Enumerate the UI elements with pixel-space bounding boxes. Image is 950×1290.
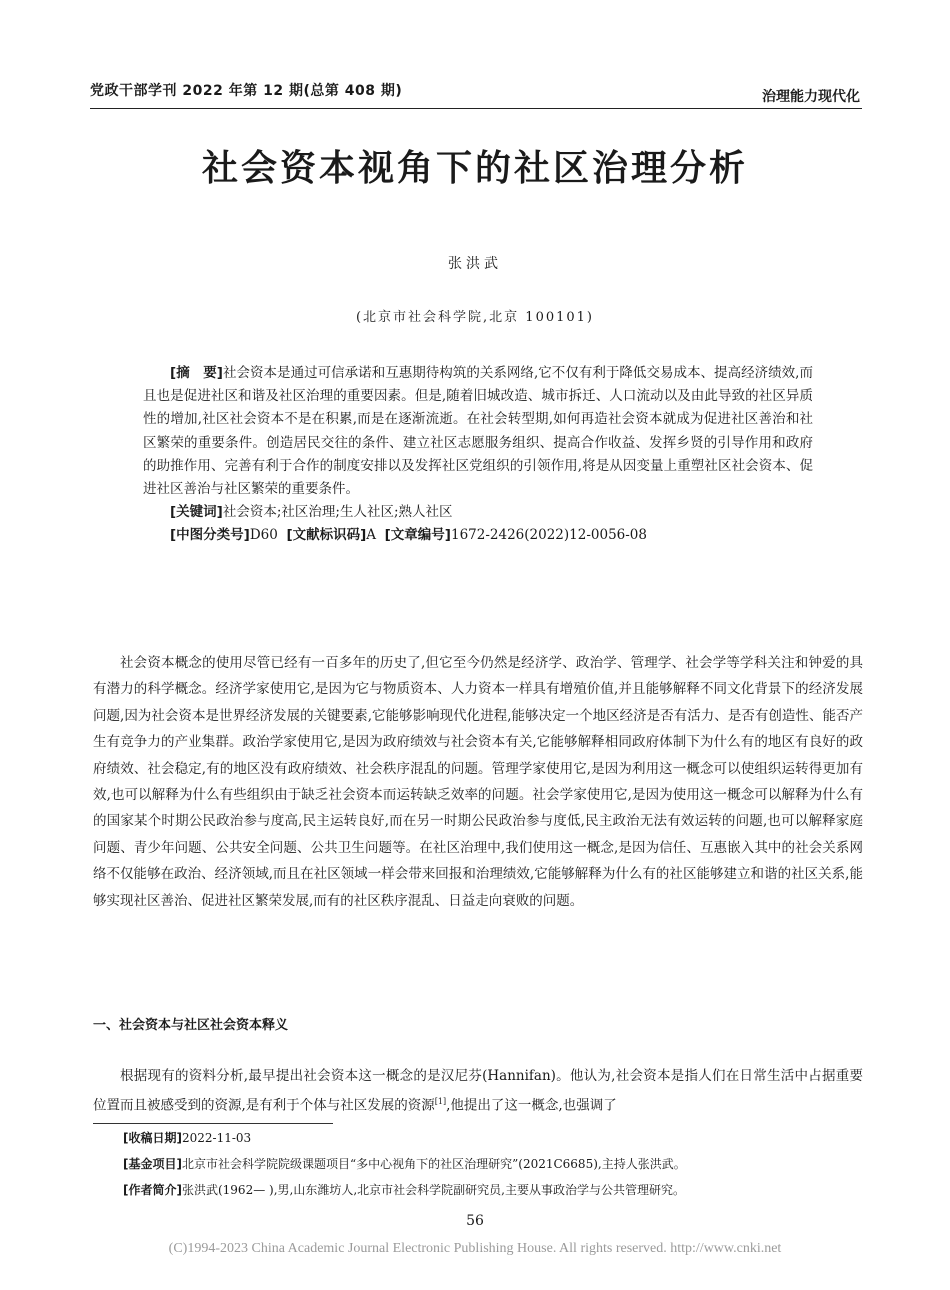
journal-issue-header: 党政干部学刊 2022 年第 12 期(总第 408 期) bbox=[90, 83, 403, 99]
paragraph-text: ,他提出了这一概念,也强调了 bbox=[446, 1097, 617, 1114]
article-title: 社会资本视角下的社区治理分析 bbox=[201, 147, 748, 189]
classification-line bbox=[143, 524, 813, 547]
keywords-text: 社会资本;社区治理;生人社区;熟人社区 bbox=[222, 504, 453, 521]
received-date-note bbox=[123, 1125, 843, 1151]
article-number-label: [文章编号] bbox=[384, 527, 451, 544]
author-bio-note bbox=[123, 1177, 843, 1203]
copyright-notice: (C)1994-2023 China Academic Journal Electronic Publishing House. All rights reserved. http://www.cnki.net bbox=[168, 1241, 782, 1256]
page-number: 56 bbox=[466, 1213, 484, 1229]
doc-code-value: A bbox=[366, 527, 377, 544]
bio-value: 张洪武(1962— ),男,山东潍坊人,北京市社会科学院副研究员,主要从事政治学与公共管理研究。 bbox=[181, 1183, 685, 1197]
body-paragraph: 社会资本概念的使用尽管已经有一百多年的历史了,但它至今仍然是经济学、政治学、管理学、社会学等学科关注和钟爱的具有潜力的科学概念。经济学家使用它,是因为它与物质资本、人力资本一样具有增殖价值,并且能够解释不同文化背景下的经济发展问题,因为社会资本是世界经济发展的关键要素,它能够影响现代化进程,能够决定一个地区经济是否有活力、是否有创造性、能否产生有竞争力的产业集群。政治学家使用它,是因为政府绩效与社会资本有关,它能够解释相同政府体制下为什么有的地区有良好的政府绩效、社会稳定,有的地区没有政府绩效、社会秩序混乱的问题。管理学家使用它,是因为利用这一概念可以使组织运转得更加有效,也可以解释为什么有些组织由于缺乏社会资本而运转缺乏效率的问题。社会学家使用它,是因为使用这一概念可以解释为什么有的国家某个时期公民政治参与度高,民主运转良好,而在另一时期公民政治参与度低,民主政治无法有效运转的问题,也可以解释家庭问题、青少年问题、公共安全问题、公共卫生问题等。在社区治理中,我们使用这一概念,是因为信任、互惠嵌入其中的社会关系网络不仅能够在政治、经济领域,而且在社区领域一样会带来回报和治理绩效,它能够解释为什么有的社区能够建立和谐的社区关系,能够实现社区善治、促进社区繁荣发展,而有的社区秩序混乱、日益走向衰败的问题。 bbox=[93, 655, 863, 909]
footnote-divider bbox=[93, 1123, 333, 1124]
bio-label: [作者简介] bbox=[123, 1183, 182, 1197]
column-name: 治理能力现代化 bbox=[762, 89, 860, 105]
abstract-block bbox=[143, 362, 813, 548]
fund-value: 北京市社会科学院院级课题项目“多中心视角下的社区治理研究”(2021C6685),主持人张洪武。 bbox=[181, 1157, 686, 1171]
received-label: [收稿日期] bbox=[123, 1131, 182, 1145]
doc-code-label: [文献标识码] bbox=[286, 527, 367, 544]
abstract-text: 社会资本是通过可信承诺和互惠期待构筑的关系网络,它不仅有利于降低交易成本、提高经济绩效,而且也是促进社区和谐及社区治理的重要因素。但是,随着旧城改造、城市拆迁、人口流动以及由此导致的社区异质性的增加,社区社会资本不是在积累,而是在逐渐流逝。在社会转型期,如何再造社会资本就成为促进社区善治和社区繁荣的重要条件。创造居民交往的条件、建立社区志愿服务组织、提高合作收益、发挥乡贤的引导作用和政府的助推作用、完善有利于合作的制度安排以及发挥社区党组织的引领作用,将是从因变量上重塑社区社会资本、促进社区善治与社区繁荣的重要条件。 bbox=[143, 365, 813, 498]
keywords-line bbox=[143, 501, 813, 524]
section-1-body bbox=[93, 1063, 863, 1119]
abstract-label: [摘 要] bbox=[170, 365, 223, 381]
keywords-label: [关键词] bbox=[170, 504, 223, 521]
citation-ref[interactable]: [1] bbox=[434, 1097, 447, 1107]
section-heading: 一、社会资本与社区社会资本释义 bbox=[93, 1018, 289, 1033]
fund-label: [基金项目] bbox=[123, 1157, 182, 1171]
body-paragraph bbox=[93, 1063, 863, 1119]
fund-note bbox=[123, 1151, 843, 1177]
paragraph-text: 根据现有的资料分析,最早提出社会资本这一概念的是汉尼芬(Hannifan)。他认为,社会资本是指人们在日常生活中占据重要位置而且被感受到的资源,是有利于个体与社区发展的资源 bbox=[93, 1068, 863, 1114]
footnotes bbox=[123, 1125, 843, 1203]
abstract-paragraph bbox=[143, 362, 813, 501]
header-divider bbox=[90, 108, 862, 109]
author-affiliation: (北京市社会科学院,北京 100101) bbox=[355, 310, 595, 325]
received-value: 2022-11-03 bbox=[181, 1131, 252, 1145]
author-name: 张洪武 bbox=[448, 256, 502, 272]
article-number-value: 1672-2426(2022)12-0056-08 bbox=[450, 527, 647, 544]
intro-section bbox=[93, 650, 863, 914]
clc-label: [中图分类号] bbox=[170, 527, 250, 544]
clc-value: D60 bbox=[249, 527, 278, 544]
